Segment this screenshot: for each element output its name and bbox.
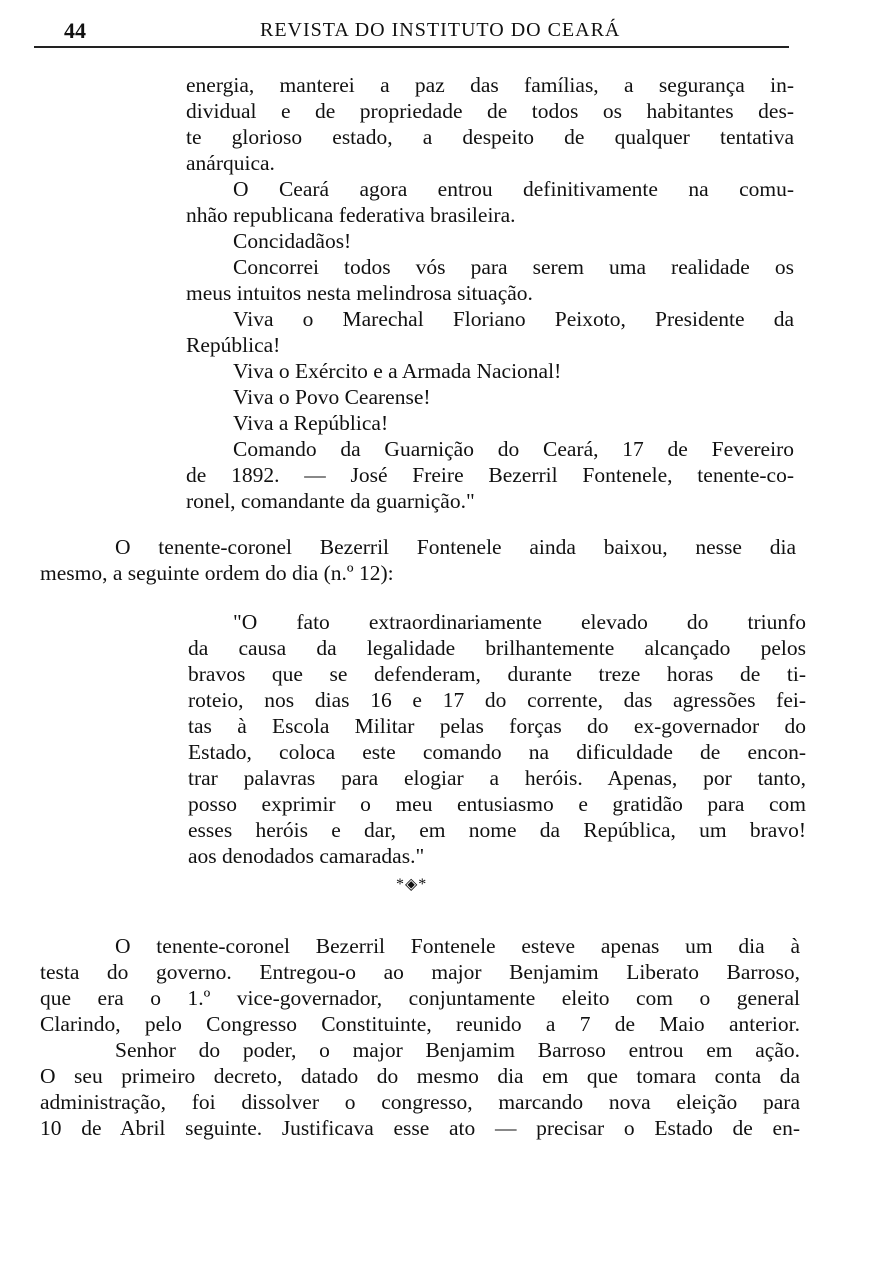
- text-line: aos denodados camaradas.": [188, 844, 425, 868]
- text-line: O Ceará agora entrou definitivamente na comu-: [233, 177, 794, 201]
- text-line: posso exprimir o meu entusiasmo e gratidão para com: [188, 792, 806, 816]
- text-line: administração, foi dissolver o congresso, marcando nova eleição para: [40, 1090, 800, 1114]
- text-line: da causa da legalidade brilhantemente alcançado pelos: [188, 636, 806, 660]
- text-line: esses heróis e dar, em nome da República, um bravo!: [188, 818, 806, 842]
- text-line: Estado, coloca este comando na dificuldade de encon-: [188, 740, 806, 764]
- text-line: te glorioso estado, a despeito de qualquer tentativa: [186, 125, 794, 149]
- text-line: testa do governo. Entregou-o ao major Benjamim Liberato Barroso,: [40, 960, 800, 984]
- text-line: Concorrei todos vós para serem uma realidade os: [233, 255, 794, 279]
- text-line: Viva o Marechal Floriano Peixoto, Presidente da: [233, 307, 794, 331]
- text-line: O tenente-coronel Bezerril Fontenele ainda baixou, nesse dia: [115, 535, 796, 559]
- text-line: de 1892. — José Freire Bezerril Fontenele, tenente-co-: [186, 463, 794, 487]
- text-line: Viva o Povo Cearense!: [233, 385, 431, 409]
- text-line: Concidadãos!: [233, 229, 352, 253]
- text-line: Comando da Guarnição do Ceará, 17 de Fevereiro: [233, 437, 794, 461]
- text-line: anárquica.: [186, 151, 275, 175]
- text-line: nhão republicana federativa brasileira.: [186, 203, 516, 227]
- text-line: energia, manterei a paz das famílias, a segurança in-: [186, 73, 794, 97]
- text-line: Viva a República!: [233, 411, 389, 435]
- text-line: tas à Escola Militar pelas forças do ex-governador do: [188, 714, 806, 738]
- text-line: Viva o Exército e a Armada Nacional!: [233, 359, 562, 383]
- text-line: roteio, nos dias 16 e 17 do corrente, das agressões fei-: [188, 688, 806, 712]
- text-line: que era o 1.º vice-governador, conjuntamente eleito com o general: [40, 986, 800, 1010]
- text-line: "O fato extraordinariamente elevado do triunfo: [233, 610, 806, 634]
- page-header: [34, 14, 789, 48]
- text-line: Clarindo, pelo Congresso Constituinte, reunido a 7 de Maio anterior.: [40, 1012, 800, 1036]
- page-number: 44: [64, 18, 86, 43]
- running-head: REVISTA DO INSTITUTO DO CEARÁ: [260, 19, 621, 41]
- text-line: 10 de Abril seguinte. Justificava esse ato — precisar o Estado de en-: [40, 1116, 800, 1140]
- text-line: Senhor do poder, o major Benjamim Barroso entrou em ação.: [115, 1038, 800, 1062]
- text-line: meus intuitos nesta melindrosa situação.: [186, 281, 533, 305]
- header-rule: [34, 46, 789, 48]
- section-ornament: *◈*: [396, 876, 428, 893]
- text-line: O seu primeiro decreto, datado do mesmo dia em que tomara conta da: [40, 1064, 800, 1088]
- text-line: trar palavras para elogiar a heróis. Apenas, por tanto,: [188, 766, 806, 790]
- text-line: ronel, comandante da guarnição.": [186, 489, 475, 513]
- text-line: República!: [186, 333, 281, 357]
- text-line: mesmo, a seguinte ordem do dia (n.º 12):: [40, 561, 394, 585]
- text-line: dividual e de propriedade de todos os habitantes des-: [186, 99, 794, 123]
- text-line: O tenente-coronel Bezerril Fontenele esteve apenas um dia à: [115, 934, 800, 958]
- text-line: bravos que se defenderam, durante treze horas de ti-: [188, 662, 806, 686]
